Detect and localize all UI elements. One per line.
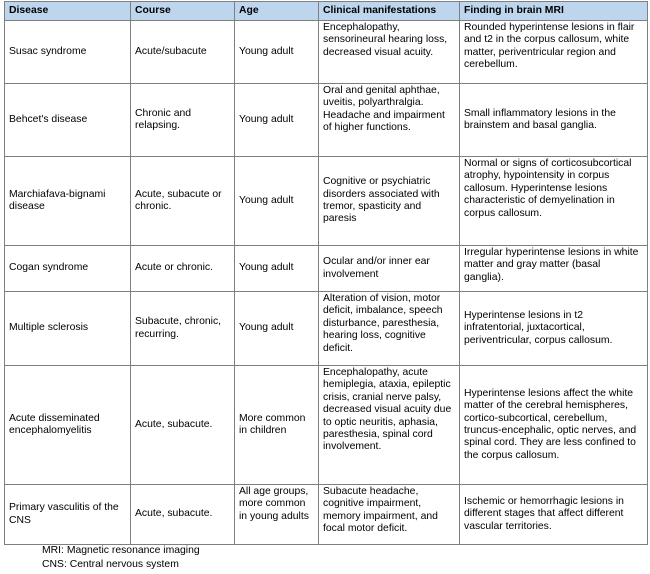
cell-course: Chronic and relapsing. [131,84,235,157]
header-clinical-manifestations: Clinical manifestations [319,2,460,21]
cell-clinical: Encephalopathy, acute hemiplegia, ataxia, epileptic crisis, cranial nerve palsy, decreased visual acuity due to optic neuritis, aphasia, paresthesia, spinal cord involvement. [319,366,460,485]
cell-disease: Marchiafava-bignami disease [5,157,131,246]
cell-mri: Ischemic or hemorrhagic lesions in different stages that affect different vascular territories. [460,485,648,545]
table-row [5,21,648,84]
cell-course: Acute, subacute. [131,485,235,545]
cell-mri: Hyperintense lesions in t2 infratentorial, juxtacortical, periventricular, corpus callosum. [460,292,648,366]
cell-clinical: Encephalopathy, sensorineural hearing loss, decreased visual acuity. [319,21,460,84]
cell-disease: Primary vasculitis of the CNS [5,485,131,545]
cell-age: Young adult [235,84,319,157]
cell-age: All age groups, more common in young adults [235,485,319,545]
footnote-cns: CNS: Central nervous system [42,559,179,570]
cell-age: Young adult [235,292,319,366]
cell-age: Young adult [235,157,319,246]
cell-course: Subacute, chronic, recurring. [131,292,235,366]
cell-clinical: Subacute headache, cognitive impairment, memory impairment, and focal motor deficit. [319,485,460,545]
cell-mri: Small inflammatory lesions in the brainstem and basal ganglia. [460,84,648,157]
cell-disease: Susac syndrome [5,21,131,84]
cell-clinical: Alteration of vision, motor deficit, imbalance, speech disturbance, paresthesia, hearing loss, cognitive deficit. [319,292,460,366]
cell-disease: Acute disseminated encephalomyelitis [5,366,131,485]
cell-disease: Behcet's disease [5,84,131,157]
cell-clinical: Cognitive or psychiatric disorders associated with tremor, spasticity and paresis [319,157,460,246]
cell-course: Acute, subacute or chronic. [131,157,235,246]
cell-mri: Rounded hyperintense lesions in flair and t2 in the corpus callosum, white matter, periventricular region and cerebellum. [460,21,648,84]
cell-age: More common in children [235,366,319,485]
cell-mri: Irregular hyperintense lesions in white matter and gray matter (basal ganglia). [460,246,648,292]
cell-clinical: Oral and genital aphthae, uveitis, polyarthralgia. Headache and impairment of higher functions. [319,84,460,157]
table-header-row [5,2,648,21]
cell-age: Young adult [235,21,319,84]
footnote-mri: MRI: Magnetic resonance imaging [42,545,200,556]
table-row [5,246,648,292]
cell-course: Acute, subacute. [131,366,235,485]
header-age: Age [235,2,319,21]
cell-clinical: Ocular and/or inner ear involvement [319,246,460,292]
cell-mri: Normal or signs of corticosubcortical atrophy, hypointensity in corpus callosum. Hyperintense lesions characteristic of demyelination in corpus callosum. [460,157,648,246]
cell-course: Acute/subacute [131,21,235,84]
cell-course: Acute or chronic. [131,246,235,292]
table-row [5,157,648,246]
header-course: Course [131,2,235,21]
table-row [5,292,648,366]
table-row [5,366,648,485]
table-row [5,485,648,545]
cell-mri: Hyperintense lesions affect the white matter of the cerebral hemispheres, cortico-subcortical, cerebellum, truncus-encephalic, optic nerves, and spinal cord. They are less confined to the corpus callosum. [460,366,648,485]
cell-age: Young adult [235,246,319,292]
cell-disease: Cogan syndrome [5,246,131,292]
table-row [5,84,648,157]
header-disease: Disease [5,2,131,21]
cell-disease: Multiple sclerosis [5,292,131,366]
header-mri-finding: Finding in brain MRI [460,2,648,21]
differential-diagnosis-table [4,1,648,545]
table-footnotes [42,544,200,572]
